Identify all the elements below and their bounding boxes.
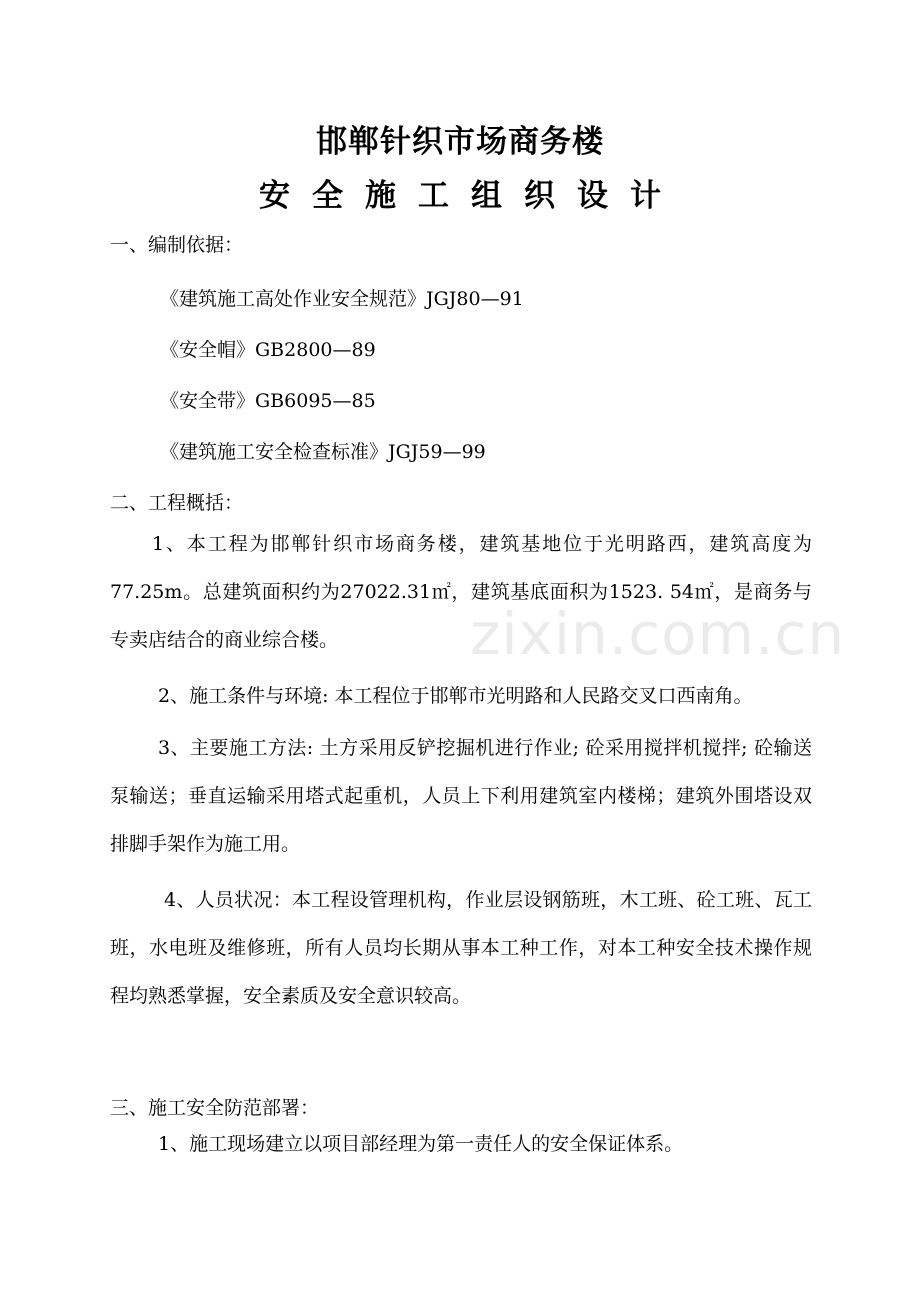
reference-item: 《安全带》GB6095—85	[160, 390, 376, 412]
reference-item: 《安全帽》GB2800—89	[160, 339, 376, 361]
overview-paragraph-2: 2、施工条件与环境: 本工程位于邯郸市光明路和人民路交叉口西南角。	[158, 685, 753, 707]
section-heading-basis: 一、编制依据：	[110, 234, 244, 256]
document-title: 邯郸针织市场商务楼	[316, 124, 604, 160]
overview-paragraph-4: 4、人员状况：本工程设管理机构，作业层设钢筋班，木工班、砼工班、瓦工班，水电班及维修班，所有人员均长期从事本工种工作，对本工种安全技术操作规程均熟悉掌握，安全素质及安全意识较高。	[110, 889, 812, 1007]
overview-paragraph-3: 3、主要施工方法: 土方采用反铲挖掘机进行作业; 砼采用搅拌机搅拌; 砼输送泵输送；垂直运输采用塔式起重机，人员上下利用建筑室内楼梯；建筑外围塔设双排脚手架作为施工用。	[110, 737, 812, 855]
section-heading-safety: 三、施工安全防范部署：	[110, 1097, 320, 1119]
document-subtitle: 安全施工组织设计	[259, 178, 683, 214]
safety-paragraph-1: 1、施工现场建立以项目部经理为第一责任人的安全保证体系。	[158, 1133, 684, 1155]
watermark-text: zixin.com.cn	[470, 600, 846, 668]
section-heading-overview: 二、工程概括：	[110, 492, 244, 514]
reference-item: 《建筑施工高处作业安全规范》JGJ80—91	[160, 288, 524, 310]
reference-item: 《建筑施工安全检查标准》JGJ59—99	[160, 441, 486, 463]
overview-paragraph-1: 1、本工程为邯郸针织市场商务楼，建筑基地位于光明路西，建筑高度为77.25m。总建筑面积约为27022.31㎡，建筑基底面积为1523. 54㎡，是商务与专卖店结合的商业综合楼。	[110, 533, 812, 651]
